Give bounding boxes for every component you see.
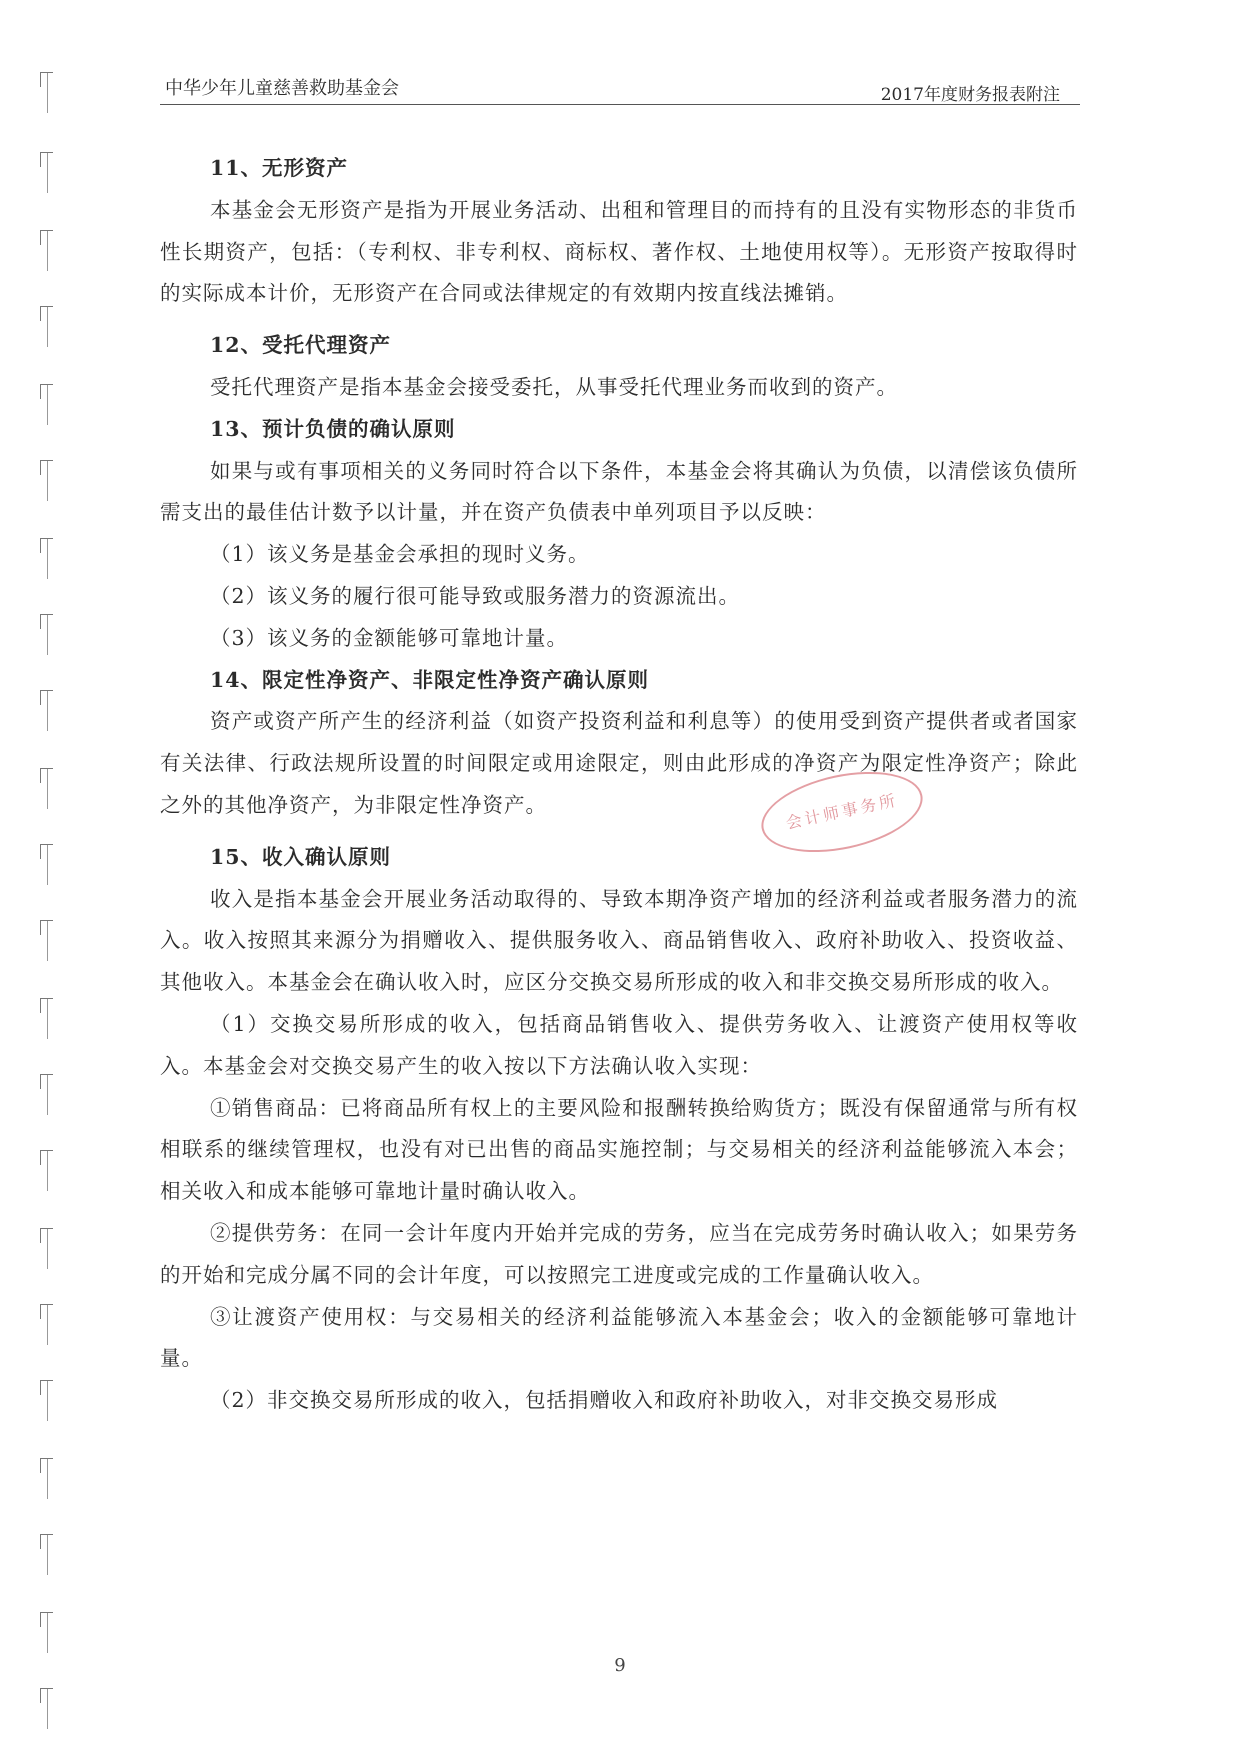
binding-mark (40, 152, 53, 167)
paragraph: ③让渡资产使用权：与交易相关的经济利益能够流入本基金会；收入的金额能够可靠地计量。 (160, 1304, 1078, 1371)
list-item: （2）该义务的履行很可能导致或服务潜力的资源流出。 (210, 583, 741, 608)
binding-mark (40, 998, 53, 1013)
section-heading-13: 13、预计负债的确认原则 (210, 416, 456, 441)
binding-mark (40, 1380, 53, 1395)
binding-mark (40, 1228, 53, 1243)
header-divider (160, 104, 1080, 105)
binding-holes (34, 0, 64, 1753)
header-document-title: 2017年度财务报表附注 (880, 85, 1060, 105)
paragraph: 收入是指本基金会开展业务活动取得的、导致本期净资产增加的经济利益或者服务潜力的流入。收入按照其来源分为捐赠收入、提供服务收入、商品销售收入、政府补助收入、投资收益、其他收入。本基金会在确认收入时，应区分交换交易所形成的收入和非交换交易所形成的收入。 (160, 886, 1078, 995)
binding-mark (40, 1150, 53, 1165)
binding-mark (40, 460, 53, 475)
section-heading-14: 14、限定性净资产、非限定性净资产确认原则 (210, 667, 650, 692)
paragraph: （1）交换交易所形成的收入，包括商品销售收入、提供劳务收入、让渡资产使用权等收入。本基金会对交换交易产生的收入按以下方法确认收入实现： (160, 1011, 1078, 1078)
binding-mark (40, 920, 53, 935)
binding-mark (40, 844, 53, 859)
binding-mark (40, 1304, 53, 1319)
list-item: （3）该义务的金额能够可靠地计量。 (210, 625, 569, 650)
binding-mark (40, 690, 53, 705)
binding-mark (40, 306, 53, 321)
page-number: 9 (614, 1655, 626, 1676)
section-heading-11: 11、无形资产 (210, 156, 349, 180)
paragraph: 本基金会无形资产是指为开展业务活动、出租和管理目的而持有的且没有实物形态的非货币性长期资产，包括：（专利权、非专利权、商标权、著作权、土地使用权等）。无形资产按取得时的实际成本计价，无形资产在合同或法律规定的有效期内按直线法摊销。 (160, 197, 1078, 306)
binding-mark (40, 1074, 53, 1089)
section-heading-12: 12、受托代理资产 (210, 333, 392, 358)
binding-mark (40, 1688, 53, 1703)
header-organization: 中华少年儿童慈善救助基金会 (165, 78, 399, 99)
binding-mark (40, 1534, 53, 1549)
binding-mark (40, 230, 53, 245)
binding-mark (40, 614, 53, 629)
document-body (160, 148, 1078, 1422)
paragraph: （2）非交换交易所形成的收入，包括捐赠收入和政府补助收入，对非交换交易形成 (210, 1388, 999, 1413)
accounting-firm-stamp: 会计师事务所 (754, 759, 930, 865)
binding-mark (40, 72, 53, 87)
paragraph: 资产或资产所产生的经济利益（如资产投资利益和利息等）的使用受到资产提供者或者国家有关法律、行政法规所设置的时间限定或用途限定，则由此形成的净资产为限定性净资产；除此之外的其他净资产，为非限定性净资产。 (160, 709, 1078, 817)
section-heading-15: 15、收入确认原则 (210, 844, 392, 869)
paragraph: ②提供劳务：在同一会计年度内开始并完成的劳务，应当在完成劳务时确认收入；如果劳务的开始和完成分属不同的会计年度，可以按照完工进度或完成的工作量确认收入。 (160, 1220, 1078, 1287)
binding-mark (40, 1612, 53, 1627)
list-item: （1）该义务是基金会承担的现时义务。 (210, 542, 590, 567)
binding-mark (40, 1458, 53, 1473)
binding-mark (40, 384, 53, 399)
paragraph: ①销售商品：已将商品所有权上的主要风险和报酬转换给购货方；既没有保留通常与所有权相联系的继续管理权，也没有对已出售的商品实施控制；与交易相关的经济利益能够流入本会；相关收入和成本能够可靠地计量时确认收入。 (160, 1095, 1078, 1204)
binding-mark (40, 538, 53, 553)
paragraph: 如果与或有事项相关的义务同时符合以下条件，本基金会将其确认为负债，以清偿该负债所需支出的最佳估计数予以计量，并在资产负债表中单列项目予以反映： (160, 458, 1078, 525)
binding-mark (40, 768, 53, 783)
paragraph: 受托代理资产是指本基金会接受委托，从事受托代理业务而收到的资产。 (210, 374, 898, 399)
